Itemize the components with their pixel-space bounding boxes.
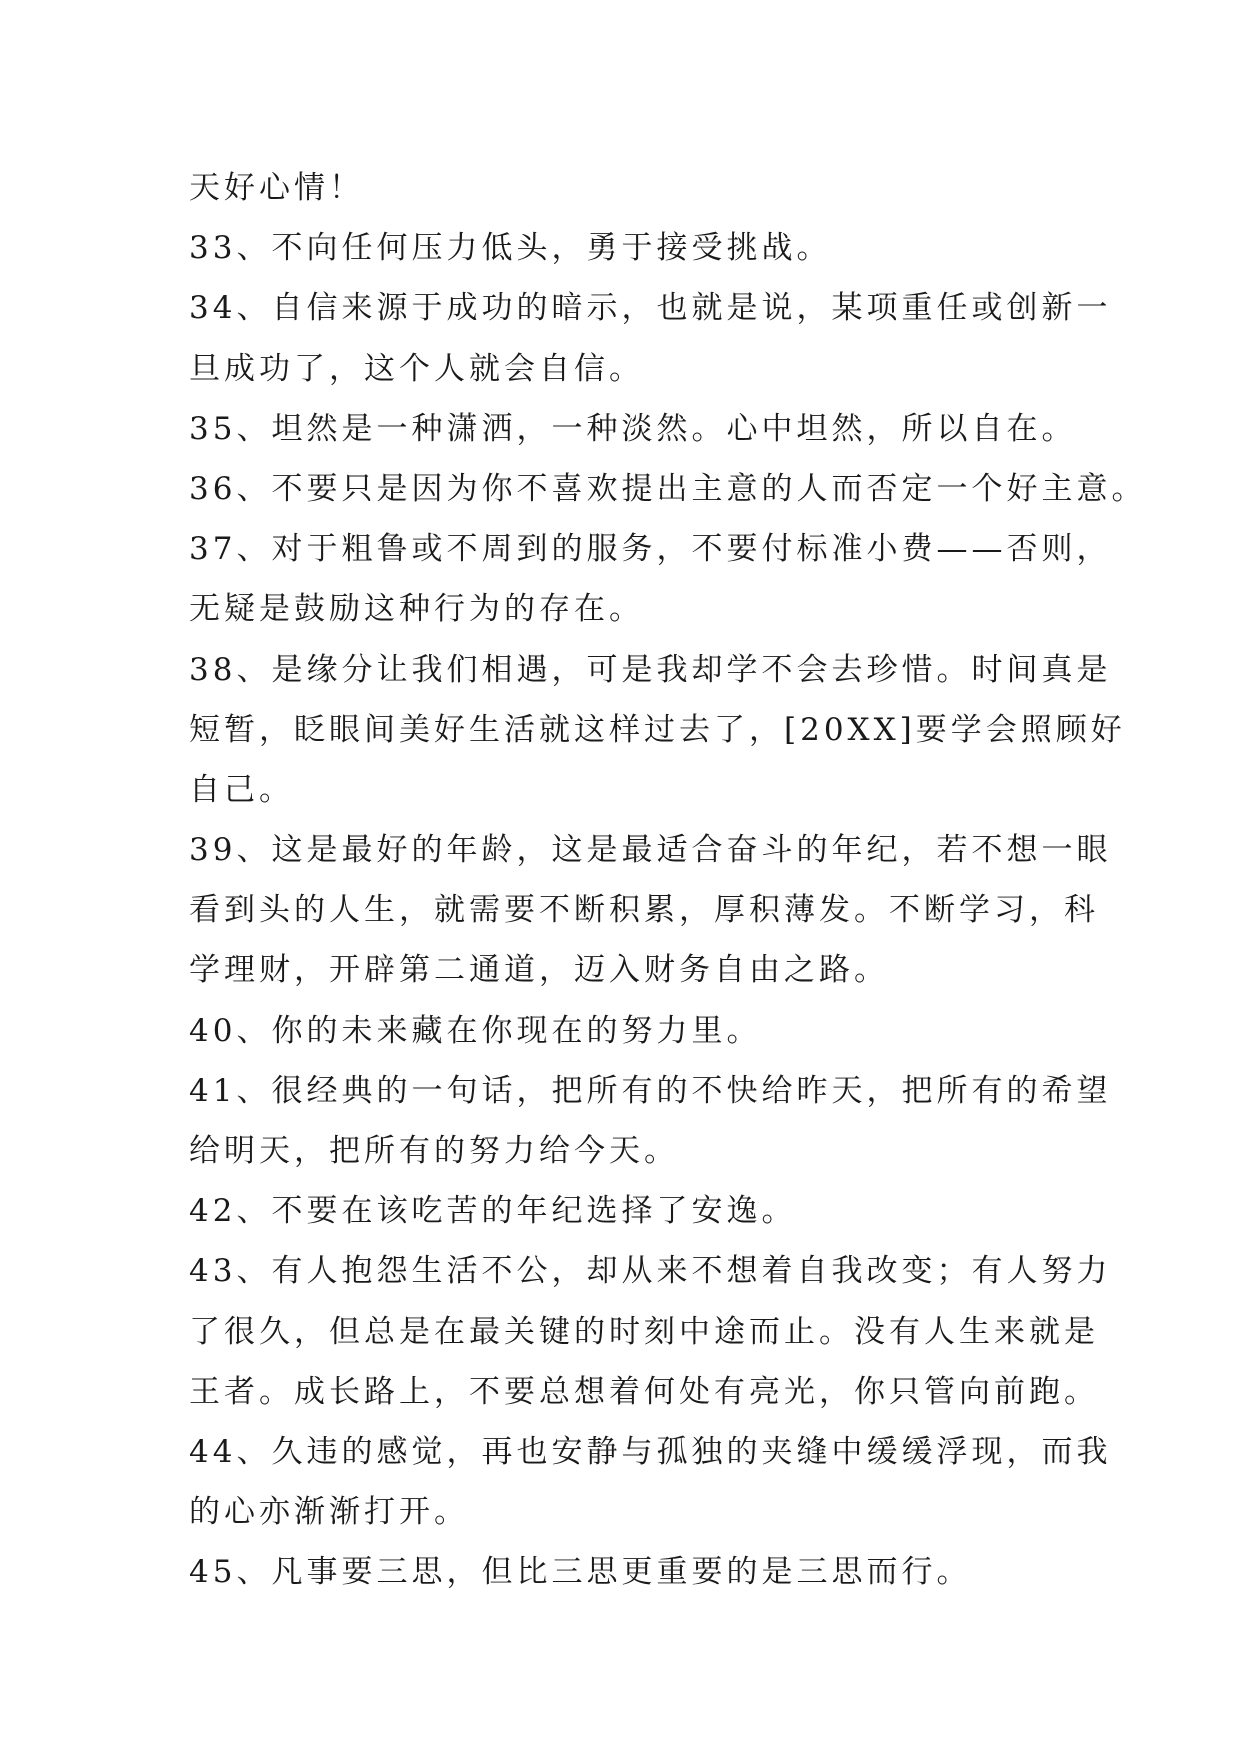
text-line: 36、不要只是因为你不喜欢提出主意的人而否定一个好主意。 xyxy=(189,470,1147,507)
text-line: 了很久，但总是在最关键的时刻中途而止。没有人生来就是 xyxy=(189,1313,1099,1350)
text-line: 42、不要在该吃苦的年纪选择了安逸。 xyxy=(189,1193,797,1230)
text-line: 给明天，把所有的努力给今天。 xyxy=(189,1133,679,1169)
text-line: 43、有人抱怨生活不公，却从来不想着自我改变；有人努力 xyxy=(189,1253,1112,1290)
text-line: 33、不向任何压力低头，勇于接受挑战。 xyxy=(189,230,832,267)
text-line: 王者。成长路上，不要总想着何处有亮光，你只管向前跑。 xyxy=(189,1373,1099,1410)
text-line: 学理财，开辟第二通道，迈入财务自由之路。 xyxy=(189,952,889,989)
text-line: 自己。 xyxy=(189,771,294,808)
text-line: 45、凡事要三思，但比三思更重要的是三思而行。 xyxy=(189,1554,972,1591)
text-line: 38、是缘分让我们相遇，可是我却学不会去珍惜。时间真是 xyxy=(189,651,1112,688)
text-line: 44、久违的感觉，再也安静与孤独的夹缝中缓缓浮现，而我 xyxy=(189,1433,1112,1470)
text-line: 40、你的未来藏在你现在的努力里。 xyxy=(189,1012,762,1049)
text-line: 的心亦渐渐打开。 xyxy=(189,1494,469,1531)
text-line: 短暂，眨眼间美好生活就这样过去了，[20XX]要学会照顾好 xyxy=(189,711,1126,748)
text-line: 天好心情！ xyxy=(189,170,364,206)
text-line: 看到头的人生，就需要不断积累，厚积薄发。不断学习，科 xyxy=(189,892,1099,929)
text-line: 旦成功了，这个人就会自信。 xyxy=(189,350,644,387)
text-line: 无疑是鼓励这种行为的存在。 xyxy=(189,591,644,628)
text-line: 41、很经典的一句话，把所有的不快给昨天，把所有的希望 xyxy=(189,1072,1112,1109)
text-line: 34、自信来源于成功的暗示，也就是说，某项重任或创新一 xyxy=(189,290,1112,327)
text-line: 39、这是最好的年龄，这是最适合奋斗的年纪，若不想一眼 xyxy=(189,832,1112,869)
text-line: 35、坦然是一种潇洒，一种淡然。心中坦然，所以自在。 xyxy=(189,410,1077,447)
text-line: 37、对于粗鲁或不周到的服务，不要付标准小费——否则， xyxy=(189,531,1112,568)
document-body xyxy=(189,158,1147,1603)
